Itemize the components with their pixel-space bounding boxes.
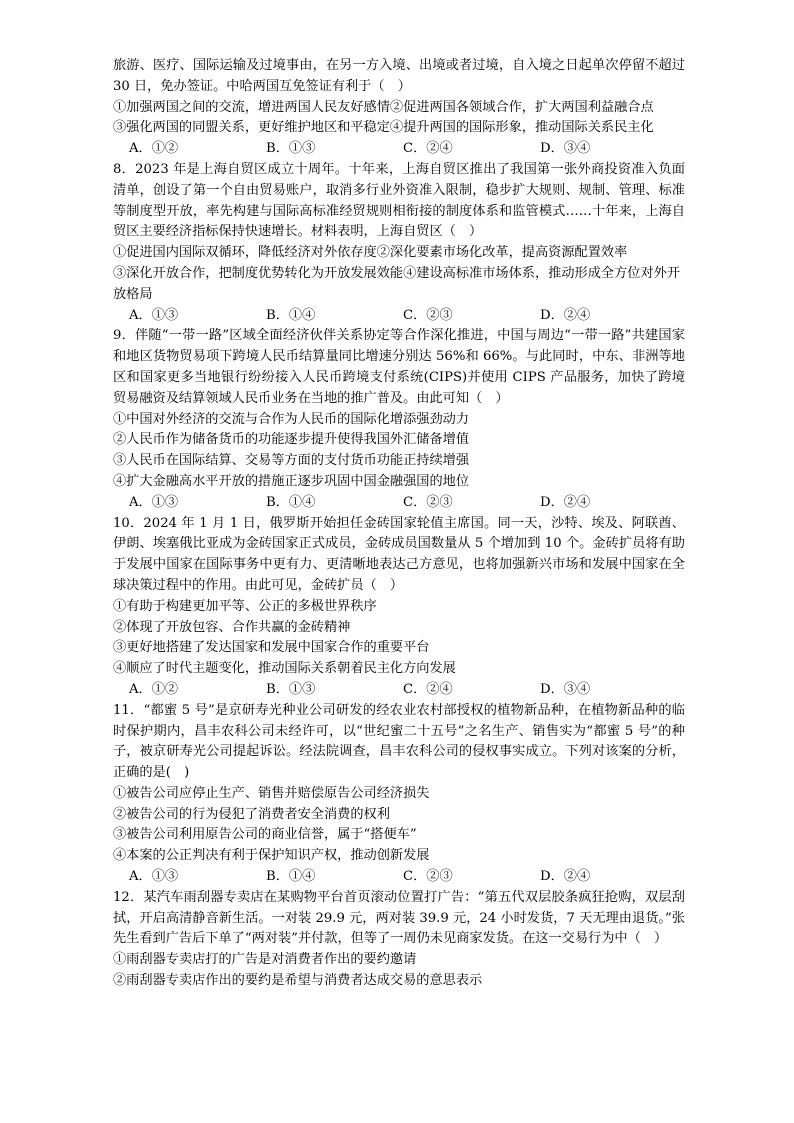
choice-a: A．①③ [129, 494, 179, 510]
question-stem: 9．伴随“一带一路”区域全面经济伙伴关系协定等合作深化推进，中国与周边“一带一路”共建国家和地区货物贸易项下跨境人民币结算量同比增速分别达 56%和 66%。与此同时，中东、非洲等地区和国家更多当地银行纷纷接入人民币跨境支付系统(CIPS)并使用 CIPS 产品服务，加快了跨境贸易融资及结算领域人民币业务在当地的推广普及。由此可知（ ） [113, 328, 685, 406]
question-8 [113, 160, 685, 326]
choice-d: D．②④ [540, 869, 591, 885]
choice-c: C．②③ [403, 869, 453, 885]
choice-a: A．①② [129, 141, 179, 157]
choice-c: C．②③ [403, 494, 453, 510]
choice-c: C．②③ [403, 307, 453, 323]
option-line: ③强化两国的同盟关系，更好维护地区和平稳定④提升两国的国际形象，推动国际关系民主化 [113, 120, 654, 136]
option-line: ①促进国内国际双循环，降低经济对外依存度②深化要素市场化改革，提高资源配置效率 [113, 245, 628, 261]
choice-b: B．①④ [266, 494, 316, 510]
question-stem: 旅游、医疗、国际运输及过境事由，在另一方入境、出境或者过境，自入境之日起单次停留不超过 30 日，免办签证。中哈两国互免签证有利于（ ） [113, 58, 685, 94]
choice-c: C．②④ [403, 141, 453, 157]
question-9 [113, 326, 685, 513]
option-line: ①中国对外经济的交流与合作为人民币的国际化增添强劲动力 [113, 411, 470, 427]
option-line: ④扩大金融高水平开放的措施正逐步巩固中国金融强国的地位 [113, 473, 470, 489]
choice-a: A．①② [129, 681, 179, 697]
question-12 [113, 888, 685, 992]
answer-choices [113, 493, 685, 514]
answer-choices [113, 139, 685, 160]
option-line: ②人民币作为储备货币的功能逐步提升使得我国外汇储备增值 [113, 432, 470, 448]
answer-choices [113, 306, 685, 327]
option-line: ②体现了开放包容、合作共赢的金砖精神 [113, 619, 351, 635]
choice-c: C．②④ [403, 681, 453, 697]
choice-a: A．①③ [129, 307, 179, 323]
option-line: ②被告公司的行为侵犯了消费者安全消费的权利 [113, 806, 390, 822]
question-stem: 10．2024 年 1 月 1 日，俄罗斯开始担任金砖国家轮值主席国。同一天，沙特、埃及、阿联酋、伊朗、埃塞俄比亚成为金砖国家正式成员，金砖成员国数量从 5 个增加到 10 个。金砖扩员将有助于发展中国家在国际事务中更有力、更清晰地表达己方意见，也将加强新兴市场和发展中国家在全球决策过程中的作用。由此可见，金砖扩员（ ） [113, 515, 685, 593]
question-7 [113, 56, 685, 160]
choice-b: B．①③ [266, 681, 316, 697]
option-line: ②雨刮器专卖店作出的要约是希望与消费者达成交易的意思表示 [113, 973, 483, 989]
option-line: ①雨刮器专卖店打的广告是对消费者作出的要约邀请 [113, 952, 417, 968]
option-line: ①被告公司应停止生产、销售并赔偿原告公司经济损失 [113, 785, 430, 801]
question-10 [113, 514, 685, 701]
choice-d: D．③④ [540, 681, 591, 697]
option-line: ③深化开放合作，把制度优势转化为开放发展效能④建设高标准市场体系，推动形成全方位对外开放格局 [113, 265, 681, 302]
answer-choices [113, 680, 685, 701]
option-line: ①加强两国之间的交流，增进两国人民友好感情②促进两国各领域合作，扩大两国利益融合点 [113, 99, 654, 115]
option-line: ①有助于构建更加平等、公正的多极世界秩序 [113, 598, 377, 614]
option-line: ④顺应了时代主题变化，推动国际关系朝着民主化方向发展 [113, 661, 456, 677]
option-line: ③更好地搭建了发达国家和发展中国家合作的重要平台 [113, 640, 430, 656]
question-stem: 11．“都蜜 5 号”是京研寿光种业公司研发的经农业农村部授权的植物新品种，在植物新品种的临时保护期内，昌丰农科公司未经许可，以“世纪蜜二十五号”之名生产、销售实为“都蜜 5 号”的种子，被京研寿光公司提起诉讼。经法院调查，昌丰农科公司的侵权事实成立。下列对该案的分析，正确的是( ) [113, 702, 685, 781]
option-line: ③被告公司利用原告公司的商业信誉，属于“搭便车” [113, 827, 417, 843]
question-11 [113, 701, 685, 888]
option-line: ③人民币在国际结算、交易等方面的支付货币功能正持续增强 [113, 453, 470, 469]
choice-d: D．②④ [540, 307, 591, 323]
choice-b: B．①④ [266, 869, 316, 885]
choice-a: A．①③ [129, 869, 179, 885]
question-list [113, 56, 685, 992]
question-stem: 12．某汽车雨刮器专卖店在某购物平台首页滚动位置打广告：“第五代双层胶条疯狂抢购，双层刮拭，开启高清静音新生活。一对装 29.9 元，两对装 39.9 元，24 小时发货，7 天无理由退货。”张先生看到广告后下单了“两对装”并付款，但等了一周仍未见商家发货。在这一交易行为中（ ） [113, 889, 685, 947]
option-line: ④本案的公正判决有利于保护知识产权，推动创新发展 [113, 848, 430, 864]
choice-b: B．①④ [266, 307, 316, 323]
choice-d: D．③④ [540, 141, 591, 157]
choice-b: B．①③ [266, 141, 316, 157]
choice-d: D．②④ [540, 494, 591, 510]
answer-choices [113, 867, 685, 888]
question-stem: 8．2023 年是上海自贸区成立十周年。十年来，上海自贸区推出了我国第一张外商投资准入负面清单，创设了第一个自由贸易账户，取消多行业外资准入限制，稳步扩大规则、规制、管理、标准等制度型开放，率先构建与国际高标准经贸规则相衔接的制度体系和监管模式……十年来，上海自贸区主要经济指标保持快速增长。材料表明，上海自贸区（ ） [113, 161, 685, 240]
